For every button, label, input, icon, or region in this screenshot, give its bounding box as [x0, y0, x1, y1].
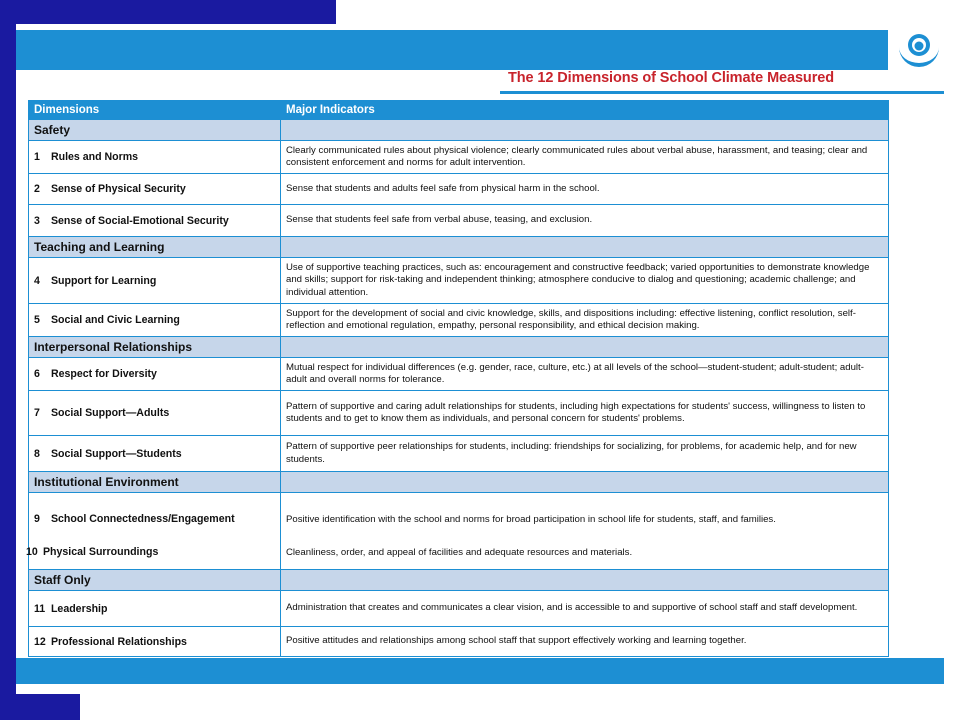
indicator-cell: Positive attitudes and relationships among school staff that support effectively working and learning together. — [281, 627, 889, 657]
section-filler — [281, 120, 889, 141]
frame-left-bar — [0, 0, 16, 720]
header-dimensions: Dimensions — [29, 101, 281, 120]
indicator-cell: Administration that creates and communicates a clear vision, and is accessible to and supportive of school staff and staff development. — [281, 591, 889, 627]
table-header-row — [29, 101, 889, 120]
dimension-number: 2 — [34, 183, 40, 195]
section-filler — [281, 570, 889, 591]
dimension-cell — [29, 304, 281, 337]
dimension-number: 7 — [34, 407, 40, 419]
table-row — [29, 391, 889, 436]
table-row — [29, 436, 889, 472]
section-name: Teaching and Learning — [29, 237, 281, 258]
section-filler — [281, 472, 889, 493]
table-row — [29, 591, 889, 627]
indicator-cell: Use of supportive teaching practices, such as: encouragement and constructive feedback; varied opportunities to demonstrate knowledge and skills; support for risk-taking and independent thinking; atmosphere conducive to dialog and questioning; academic challenge; and individual attention. — [281, 258, 889, 304]
indicator-cell: Mutual respect for individual differences (e.g. gender, race, culture, etc.) at all levels of the school—student-student; adult-student; adult-adult and overall norms for tolerance. — [281, 358, 889, 391]
dimension-cell — [29, 258, 281, 304]
page-title: The 12 Dimensions of School Climate Measured — [508, 70, 834, 86]
dimension-cell — [29, 205, 281, 237]
section-name: Interpersonal Relationships — [29, 337, 281, 358]
dimension-cell — [29, 436, 281, 472]
dimension-label: Sense of Physical Security — [50, 183, 186, 195]
circle-logo-icon — [893, 25, 945, 71]
dimension-label: School Connectedness/Engagement — [50, 513, 235, 525]
dimension-number: 9 — [34, 513, 40, 525]
table-row — [29, 358, 889, 391]
dimension-label: Social and Civic Learning — [50, 314, 180, 326]
dimension-cell — [26, 493, 281, 570]
section-row — [29, 570, 889, 591]
dimension-cell — [29, 174, 281, 205]
indicator-cell: Support for the development of social and civic knowledge, skills, and dispositions including: effective listening, conflict resolution, self-reflection and emotional regulation, empathy, personal responsibility, and ethical decision making. — [281, 304, 889, 337]
indicator-cell — [281, 493, 889, 570]
section-name: Institutional Environment — [29, 472, 281, 493]
section-filler — [281, 237, 889, 258]
dimension-label: Social Support—Students — [50, 447, 182, 460]
dimension-number: 6 — [34, 368, 40, 380]
indicator-cell: Sense that students feel safe from verbal abuse, teasing, and exclusion. — [281, 205, 889, 237]
dimension-cell — [29, 391, 281, 436]
dimension-label: Rules and Norms — [50, 151, 139, 163]
table-row — [29, 258, 889, 304]
header-band — [16, 30, 888, 70]
frame-bottom-bar — [0, 694, 80, 720]
dimension-label: Respect for Diversity — [50, 368, 157, 380]
title-underline — [500, 91, 944, 94]
dimension-number: 11 — [34, 602, 46, 615]
footer-band — [16, 658, 944, 684]
indicator-text: Positive identification with the school and norms for broad participation in school life for students, staff, and families. — [286, 514, 776, 525]
table-row — [29, 493, 889, 570]
indicator-cell: Pattern of supportive and caring adult relationships for students, including high expectations for students' success, willingness to listen to students and to get to know them as individuals, and personal concern for students' problems. — [281, 391, 889, 436]
section-row — [29, 120, 889, 141]
dimension-label: Sense of Social-Emotional Security — [50, 214, 229, 227]
dimension-cell — [29, 627, 281, 657]
dimension-number: 3 — [34, 214, 40, 227]
dimension-cell — [29, 591, 281, 627]
dimension-label: Physical Surroundings — [42, 546, 159, 558]
indicator-cell: Pattern of supportive peer relationships for students, including: friendships for socializing, for problems, for academic help, and for new students. — [281, 436, 889, 472]
header-indicators: Major Indicators — [281, 101, 889, 120]
dimension-number: 5 — [34, 314, 40, 326]
dimension-label: Professional Relationships — [50, 635, 187, 648]
dimension-number: 10 — [26, 546, 38, 558]
table-row — [29, 205, 889, 237]
indicator-cell: Sense that students and adults feel safe from physical harm in the school. — [281, 174, 889, 205]
climate-dimensions-table — [28, 100, 889, 657]
section-row — [29, 472, 889, 493]
indicator-text: Cleanliness, order, and appeal of facilities and adequate resources and materials. — [286, 547, 633, 558]
section-row — [29, 337, 889, 358]
section-name: Safety — [29, 120, 281, 141]
table-row — [29, 174, 889, 205]
dimension-cell — [29, 358, 281, 391]
section-row — [29, 237, 889, 258]
table-row — [29, 304, 889, 337]
table-row — [29, 627, 889, 657]
dimension-number: 8 — [34, 447, 40, 460]
section-filler — [281, 337, 889, 358]
section-name: Staff Only — [29, 570, 281, 591]
dimension-label: Leadership — [50, 602, 108, 615]
table-row — [29, 141, 889, 174]
dimension-label: Social Support—Adults — [50, 407, 170, 419]
frame-top-bar — [0, 0, 336, 24]
dimension-label: Support for Learning — [50, 274, 157, 287]
dimension-number: 1 — [34, 151, 40, 163]
dimension-number: 12 — [34, 635, 46, 648]
dimension-number: 4 — [34, 274, 40, 287]
indicator-cell: Clearly communicated rules about physical violence; clearly communicated rules about verbal abuse, harassment, and teasing; clear and consistent enforcement and norms for adult intervention. — [281, 141, 889, 174]
dimension-cell — [29, 141, 281, 174]
